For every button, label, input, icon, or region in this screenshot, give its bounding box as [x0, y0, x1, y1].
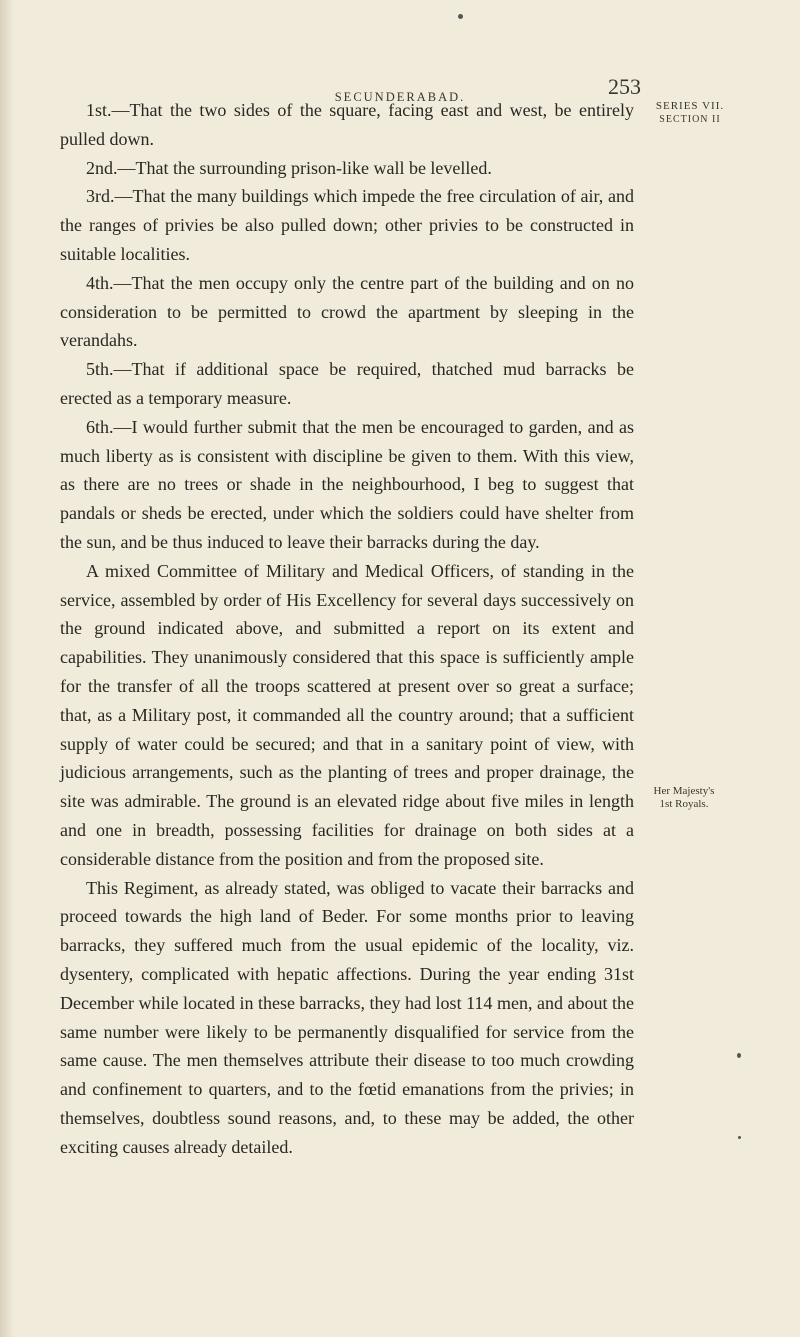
page-number: 253 [608, 74, 641, 99]
margin-note-series [648, 100, 732, 126]
margin-note-regiment-line-2: 1st Royals. [659, 798, 709, 810]
paragraph-recommendation-4: 4th.—That the men occupy only the centre part of the building and on no consideration to be permitted to crowd the apartment by sleeping in the verandahs. [60, 272, 634, 351]
margin-note-regiment [638, 785, 730, 811]
margin-note-regiment-line-1: Her Majesty's [653, 785, 715, 797]
page-edge-shadow [0, 0, 14, 1337]
ink-speck [737, 1053, 741, 1058]
running-title: SECUNDERABAD. [334, 90, 466, 104]
ink-speck [458, 14, 463, 19]
paragraph-recommendation-6: 6th.—I would further submit that the men be encouraged to garden, and as much liberty as is consistent with discipline be given to them. With this view, as there are no trees or shade in the neighbourhood, I beg to suggest that pandals or sheds be erected, under which the soldiers could have shelter from the sun, and be thus induced to leave their barracks during the day. [60, 416, 634, 552]
paragraph-recommendation-3: 3rd.—That the many buildings which impede the free circulation of air, and the ranges of privies be also pulled down; other privies to be constructed in suitable localities. [60, 186, 634, 264]
paragraph-recommendation-2: 2nd.—That the surrounding prison-like wall be levelled. [86, 157, 492, 178]
margin-note-series-line: SERIES VII. [655, 100, 725, 112]
margin-note-section-line: SECTION II [659, 114, 721, 125]
body-text [60, 96, 634, 1161]
paragraph-recommendation-5: 5th.—That if additional space be required, thatched mud barracks be erected as a temporary measure. [60, 359, 634, 408]
ink-speck [738, 1136, 741, 1139]
paragraph-committee: A mixed Committee of Military and Medical Officers, of standing in the service, assembled by order of His Excellency for several days successively on the ground indicated above, and submitted a report on its extent and capabilities. They unanimously considered that this space is sufficiently ample for the transfer of all the troops scattered at present over so great a surface; that, as a Military post, it commanded all the country around; that a sufficient supply of water could be secured; and that in a sanitary point of view, with judicious arrangements, such as the planting of trees and proper drainage, the site was admirable. The ground is an elevated ridge about five miles in length and one in breadth, possessing facilities for drainage on both sides at a considerable distance from the position and from the proposed site. [60, 560, 634, 869]
paragraph-regiment: This Regiment, as already stated, was obliged to vacate their barracks and proceed towards the high land of Beder. For some months prior to leaving barracks, they suffered much from the usual epidemic of the locality, viz. dysentery, complicated with hepatic affections. During the year ending 31st December while located in these barracks, they had lost 114 men, and about the same number were likely to be permanently disqualified for service from the same cause. The men themselves attribute their disease to too much crowding and confinement to quarters, and to the fœtid emanations from the privies; in themselves, doubtless sound reasons, and, to these may be added, the other exciting causes already detailed. [60, 877, 634, 1157]
paragraph-recommendation-1: 1st.—That the two sides of the square, facing east and west, be entirely pulled down. [60, 100, 634, 149]
